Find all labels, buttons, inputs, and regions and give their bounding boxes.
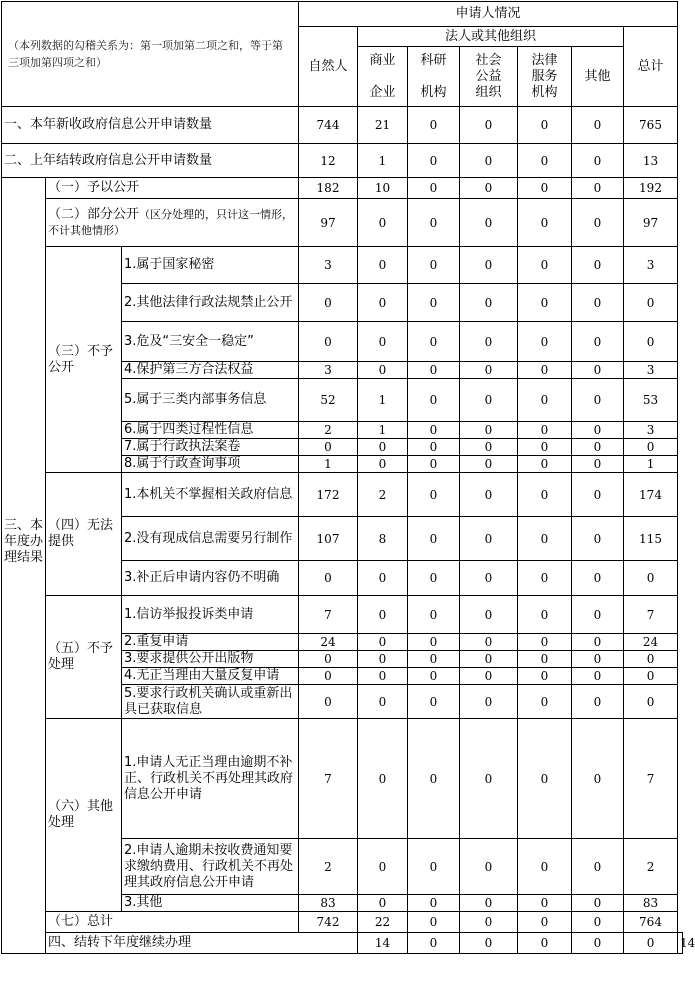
cell-value: 0 — [572, 634, 624, 651]
cell-value: 0 — [518, 668, 572, 685]
cell-value: 0 — [572, 439, 624, 456]
cell-value: 0 — [460, 685, 518, 719]
cell-value: 3 — [299, 362, 358, 379]
cell-value: 182 — [299, 178, 358, 199]
cell-value: 0 — [624, 933, 678, 954]
cell-value: 0 — [572, 199, 624, 247]
item-label: 1.属于国家秘密 — [122, 247, 299, 284]
row-label: （一）予以公开 — [46, 178, 299, 199]
cell-value: 0 — [572, 322, 624, 362]
cell-value: 0 — [518, 379, 572, 422]
cell-value: 0 — [518, 651, 572, 668]
cell-value: 0 — [624, 284, 678, 322]
item-label: 4.无正当理由大量反复申请 — [122, 668, 299, 685]
cell-value: 0 — [358, 719, 408, 839]
cell-value: 0 — [624, 439, 678, 456]
cell-value: 0 — [408, 439, 460, 456]
cell-value: 0 — [358, 651, 408, 668]
cell-value: 0 — [408, 651, 460, 668]
item-label: 6.属于四类过程性信息 — [122, 422, 299, 439]
cell-value: 0 — [518, 362, 572, 379]
cell-value: 0 — [572, 933, 624, 954]
legal-service-header: 法律 服务 机构 — [518, 47, 572, 107]
cell-value: 0 — [299, 322, 358, 362]
cell-value: 0 — [518, 144, 572, 178]
cell-value: 192 — [624, 178, 678, 199]
cell-value: 0 — [518, 912, 572, 933]
not-open-group-label: （三）不予公开 — [46, 247, 122, 473]
commercial-header: 商业 企业 — [358, 47, 408, 107]
cell-value: 0 — [518, 634, 572, 651]
cell-value: 0 — [518, 517, 572, 561]
cell-value: 0 — [358, 561, 408, 596]
cell-value: 3 — [624, 247, 678, 284]
cell-value: 0 — [624, 685, 678, 719]
item-label: 3.补正后申请内容仍不明确 — [122, 561, 299, 596]
cell-value: 7 — [624, 719, 678, 839]
social-header: 社会 公益 组织 — [460, 47, 518, 107]
cell-value: 765 — [624, 107, 678, 144]
row-carry-next-year — [2, 933, 683, 954]
unable-provide-row — [2, 473, 683, 517]
row-label: （二）部分公开（区分处理的，只计这一情形，不计其他情形） — [46, 199, 299, 247]
cell-value: 0 — [358, 596, 408, 634]
row-label: 一、本年新收政府信息公开申请数量 — [2, 107, 299, 144]
cell-value: 8 — [358, 517, 408, 561]
cell-value: 0 — [460, 668, 518, 685]
cell-value: 0 — [408, 912, 460, 933]
note-cell: （本列数据的勾稽关系为：第一项加第二项之和，等于第三项加第四项之和） — [2, 2, 299, 107]
cell-value: 97 — [299, 199, 358, 247]
cell-value: 0 — [408, 839, 460, 895]
cell-value: 21 — [358, 107, 408, 144]
cell-value: 0 — [572, 107, 624, 144]
cell-value: 0 — [518, 561, 572, 596]
cell-value: 1 — [624, 456, 678, 473]
other-process-group-label: （六）其他处理 — [46, 719, 122, 912]
cell-value: 0 — [518, 247, 572, 284]
item-label: 4.保护第三方合法权益 — [122, 362, 299, 379]
cell-value: 14 — [678, 933, 683, 954]
not-process-group-label: （五）不予处理 — [46, 596, 122, 719]
cell-value: 3 — [624, 422, 678, 439]
cell-value: 0 — [572, 561, 624, 596]
cell-value: 0 — [518, 719, 572, 839]
cell-value: 0 — [408, 473, 460, 517]
cell-value: 0 — [460, 144, 518, 178]
cell-value: 0 — [408, 596, 460, 634]
cell-value: 0 — [572, 596, 624, 634]
cell-value: 0 — [624, 668, 678, 685]
item-label: 2.申请人逾期未按收费通知要求缴纳费用、行政机关不再处理其政府信息公开申请 — [122, 839, 299, 895]
legal-group-header: 法人或其他组织 — [358, 27, 624, 47]
cell-value: 24 — [299, 634, 358, 651]
cell-value: 0 — [460, 634, 518, 651]
cell-value: 0 — [518, 933, 572, 954]
cell-value: 0 — [518, 839, 572, 895]
cell-value: 0 — [408, 895, 460, 912]
cell-value: 1 — [358, 379, 408, 422]
cell-value: 0 — [358, 456, 408, 473]
item-label: 7.属于行政执法案卷 — [122, 439, 299, 456]
cell-value: 0 — [358, 322, 408, 362]
natural-person-header: 自然人 — [299, 27, 358, 107]
item-label: 2.没有现成信息需要另行制作 — [122, 517, 299, 561]
cell-value: 0 — [518, 199, 572, 247]
row-total — [2, 912, 683, 933]
cell-value: 0 — [460, 362, 518, 379]
cell-value: 0 — [460, 473, 518, 517]
cell-value: 0 — [460, 651, 518, 668]
cell-value: 10 — [358, 178, 408, 199]
cell-value: 0 — [572, 362, 624, 379]
cell-value: 107 — [299, 517, 358, 561]
row-new-requests — [2, 107, 683, 144]
cell-value: 12 — [299, 144, 358, 178]
cell-value: 0 — [299, 439, 358, 456]
cell-value: 0 — [408, 719, 460, 839]
cell-value: 13 — [624, 144, 678, 178]
cell-value: 0 — [460, 456, 518, 473]
cell-value: 2 — [624, 839, 678, 895]
cell-value: 0 — [408, 422, 460, 439]
unable-provide-group-label: （四）无法提供 — [46, 473, 122, 596]
item-label: 2.其他法律行政法规禁止公开 — [122, 284, 299, 322]
other-process-row — [2, 719, 683, 839]
item-label: 5.要求行政机关确认或重新出具已获取信息 — [122, 685, 299, 719]
cell-value: 83 — [624, 895, 678, 912]
cell-value: 0 — [518, 473, 572, 517]
item-label: 2.重复申请 — [122, 634, 299, 651]
cell-value: 0 — [460, 422, 518, 439]
cell-value: 0 — [572, 144, 624, 178]
cell-value: 0 — [299, 668, 358, 685]
cell-value: 1 — [358, 144, 408, 178]
cell-value: 0 — [518, 685, 572, 719]
cell-value: 764 — [624, 912, 678, 933]
cell-value: 1 — [358, 422, 408, 439]
cell-value: 0 — [358, 247, 408, 284]
cell-value: 0 — [624, 322, 678, 362]
cell-value: 0 — [408, 634, 460, 651]
cell-value: 0 — [408, 247, 460, 284]
item-label: 3.其他 — [122, 895, 299, 912]
cell-value: 0 — [518, 284, 572, 322]
cell-value: 0 — [408, 668, 460, 685]
cell-value: 0 — [518, 456, 572, 473]
cell-value: 172 — [299, 473, 358, 517]
cell-value: 0 — [460, 107, 518, 144]
cell-value: 0 — [572, 651, 624, 668]
cell-value: 0 — [572, 895, 624, 912]
cell-value: 0 — [358, 895, 408, 912]
cell-value: 0 — [624, 561, 678, 596]
cell-value: 0 — [408, 178, 460, 199]
cell-value: 2 — [358, 473, 408, 517]
cell-value: 0 — [358, 839, 408, 895]
cell-value: 0 — [572, 379, 624, 422]
cell-value: 0 — [460, 284, 518, 322]
cell-value: 1 — [299, 456, 358, 473]
cell-value: 0 — [358, 284, 408, 322]
applicant-situation-header: 申请人情况 — [299, 2, 678, 27]
cell-value: 0 — [408, 933, 460, 954]
item-label: 1.申请人无正当理由逾期不补正、行政机关不再处理其政府信息公开申请 — [122, 719, 299, 839]
cell-value: 0 — [572, 839, 624, 895]
cell-value: 0 — [572, 178, 624, 199]
cell-value: 7 — [624, 596, 678, 634]
cell-value: 0 — [460, 517, 518, 561]
item-label: 5.属于三类内部事务信息 — [122, 379, 299, 422]
cell-value: 0 — [358, 362, 408, 379]
cell-value: 0 — [358, 439, 408, 456]
cell-value: 0 — [572, 668, 624, 685]
cell-value: 0 — [572, 247, 624, 284]
cell-value: 0 — [358, 685, 408, 719]
cell-value: 0 — [518, 107, 572, 144]
cell-value: 0 — [408, 144, 460, 178]
cell-value: 0 — [518, 178, 572, 199]
cell-value: 0 — [572, 473, 624, 517]
section3-label: 三、本年度办理结果 — [2, 178, 46, 954]
cell-value: 0 — [572, 517, 624, 561]
cell-value: 0 — [408, 379, 460, 422]
cell-value: 7 — [299, 596, 358, 634]
item-label: 1.本机关不掌握相关政府信息 — [122, 473, 299, 517]
cell-value: 0 — [408, 284, 460, 322]
cell-value: 0 — [358, 668, 408, 685]
cell-value: 0 — [572, 685, 624, 719]
cell-value: 0 — [408, 199, 460, 247]
cell-value: 0 — [460, 719, 518, 839]
row-partial-open — [2, 199, 683, 247]
cell-value: 0 — [358, 634, 408, 651]
cell-value: 3 — [299, 247, 358, 284]
cell-value: 0 — [460, 379, 518, 422]
item-label: 8.属于行政查询事项 — [122, 456, 299, 473]
cell-value: 0 — [408, 107, 460, 144]
cell-value: 742 — [299, 912, 358, 933]
cell-value: 2 — [299, 839, 358, 895]
cell-value: 7 — [299, 719, 358, 839]
cell-value: 0 — [408, 362, 460, 379]
cell-value: 2 — [299, 422, 358, 439]
cell-value: 0 — [518, 895, 572, 912]
row-label: 四、结转下年度继续办理 — [46, 933, 358, 954]
cell-value: 0 — [408, 561, 460, 596]
cell-value: 0 — [518, 596, 572, 634]
cell-value: 0 — [460, 912, 518, 933]
cell-value: 0 — [460, 895, 518, 912]
cell-value: 0 — [408, 517, 460, 561]
cell-value: 0 — [572, 456, 624, 473]
cell-value: 115 — [624, 517, 678, 561]
cell-value: 0 — [572, 719, 624, 839]
row-label: （七）总计 — [46, 912, 299, 933]
cell-value: 0 — [299, 284, 358, 322]
cell-value: 0 — [358, 199, 408, 247]
cell-value: 0 — [460, 596, 518, 634]
cell-value: 0 — [572, 912, 624, 933]
cell-value: 22 — [358, 912, 408, 933]
cell-value: 0 — [408, 685, 460, 719]
cell-value: 3 — [624, 362, 678, 379]
cell-value: 83 — [299, 895, 358, 912]
cell-value: 14 — [358, 933, 408, 954]
not-open-row — [2, 247, 683, 284]
row-label: 二、上年结转政府信息公开申请数量 — [2, 144, 299, 178]
cell-value: 0 — [299, 561, 358, 596]
cell-value: 0 — [299, 685, 358, 719]
cell-value: 97 — [624, 199, 678, 247]
cell-value: 0 — [460, 561, 518, 596]
cell-value: 24 — [624, 634, 678, 651]
cell-value: 0 — [518, 322, 572, 362]
other-header: 其他 — [572, 47, 624, 107]
cell-value: 0 — [624, 651, 678, 668]
row-open — [2, 178, 683, 199]
cell-value: 0 — [460, 199, 518, 247]
statistics-table — [1, 1, 695, 954]
cell-value: 0 — [572, 422, 624, 439]
cell-value: 0 — [460, 178, 518, 199]
cell-value: 0 — [460, 933, 518, 954]
row-carried-over — [2, 144, 683, 178]
cell-value: 52 — [299, 379, 358, 422]
item-label: 1.信访举报投诉类申请 — [122, 596, 299, 634]
cell-value: 0 — [572, 284, 624, 322]
cell-value: 0 — [460, 839, 518, 895]
cell-value: 0 — [408, 456, 460, 473]
cell-value: 0 — [460, 439, 518, 456]
cell-value: 0 — [460, 322, 518, 362]
total-header: 总计 — [624, 27, 678, 107]
cell-value: 0 — [408, 322, 460, 362]
not-process-row — [2, 596, 683, 634]
cell-value: 0 — [299, 651, 358, 668]
research-header: 科研 机构 — [408, 47, 460, 107]
item-label: 3.要求提供公开出版物 — [122, 651, 299, 668]
cell-value: 0 — [518, 422, 572, 439]
item-label: 3.危及“三安全一稳定” — [122, 322, 299, 362]
cell-value: 0 — [518, 439, 572, 456]
cell-value: 744 — [299, 107, 358, 144]
cell-value: 0 — [460, 247, 518, 284]
cell-value: 53 — [624, 379, 678, 422]
cell-value: 174 — [624, 473, 678, 517]
